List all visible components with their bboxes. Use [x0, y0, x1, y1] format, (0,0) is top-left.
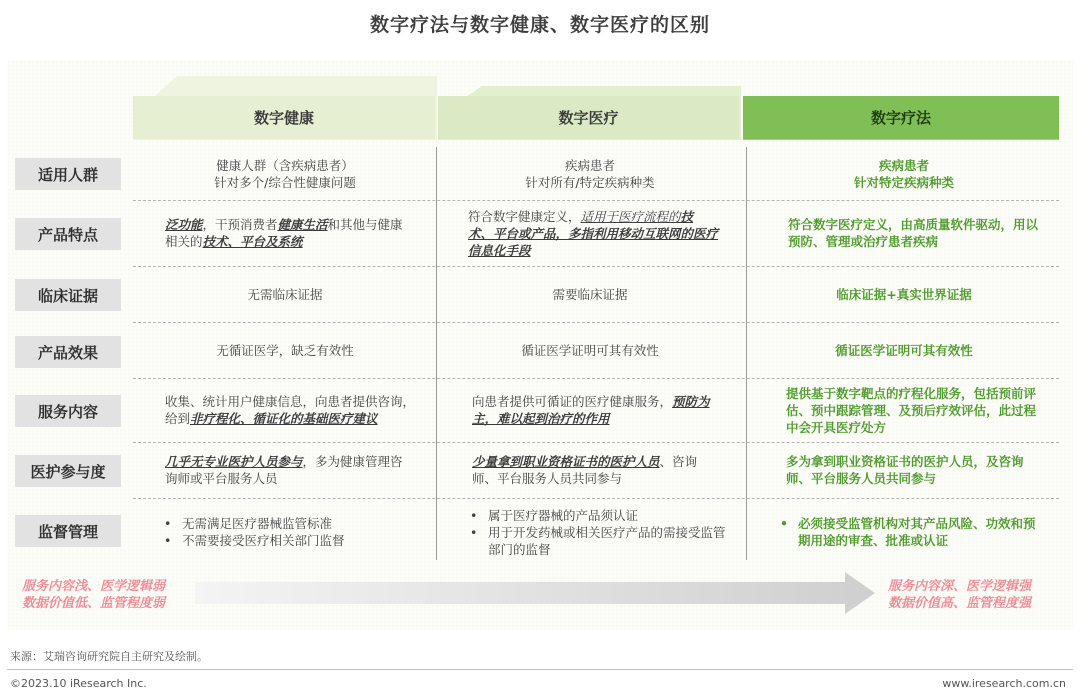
cell-participation-medicine: [472, 446, 722, 494]
emphasis-text: 适用于医疗流程的: [580, 208, 681, 224]
cell-supervision-health: [160, 504, 420, 560]
emphasis-text: 非疗程化、循证化的基础医疗建议: [190, 411, 378, 426]
cell-population-medicine: [444, 152, 736, 196]
emphasis-text: 技术、平台或产品，多指利用移动互联网的医疗信息化手段: [468, 208, 719, 258]
row-label-product-effect: 产品效果: [15, 336, 121, 368]
row-divider: [133, 322, 1059, 323]
cell-participation-therapeutics: [786, 446, 1042, 494]
cell-evidence-medicine: 需要临床证据: [552, 286, 628, 302]
cell-text: 向患者提供可循证的医疗健康服务，: [472, 394, 673, 409]
cell-line: 针对所有/特定疾病种类: [525, 175, 655, 190]
row-label-target-population: 适用人群: [15, 158, 121, 190]
cell-evidence-health: 无需临床证据: [247, 286, 323, 302]
progression-arrow: [195, 572, 875, 614]
website-link[interactable]: www.iresearch.com.cn: [942, 677, 1066, 690]
note-line: 数据价值低、监管程度弱: [22, 596, 166, 611]
footer-divider: [7, 669, 1073, 670]
emphasis-text: 预防为主，难以起到治疗的作用: [472, 394, 710, 426]
emphasis-text: 几乎无专业医护人员参与: [165, 454, 303, 469]
cell-effect-health: 无循证医学，缺乏有效性: [216, 342, 354, 358]
row-label-service-content: 服务内容: [15, 395, 121, 427]
bullet-item: • 不需要接受医疗相关部门监督: [160, 532, 420, 549]
bullet-item: • 用于开发药械或相关医疗产品的需接受监管部门的监督: [466, 524, 728, 558]
bullet-item: • 无需满足医疗器械监管标准: [160, 515, 420, 532]
row-label-supervision: 监督管理: [15, 515, 121, 547]
cell-line: 针对多个/综合性健康问题: [214, 175, 356, 190]
cell-effect-medicine: 循证医学证明可其有效性: [521, 342, 659, 358]
cell-line: 疾病患者: [878, 158, 929, 173]
cell-line: 疾病患者: [564, 158, 615, 173]
row-label-medical-participation: 医护参与度: [15, 455, 121, 487]
cell-line: 针对特定疾病种类: [853, 175, 954, 190]
cell-text: 符合数字健康定义，: [468, 208, 581, 224]
strong-side-note: [888, 578, 1031, 612]
cell-text: ，干预消费者: [202, 217, 278, 232]
cell-evidence-therapeutics: 临床证据+真实世界证据: [836, 286, 972, 302]
bullet-item: • 必须接受监管机构对其产品风险、功效和预期用途的审查、批准或认证: [776, 515, 1044, 549]
cell-supervision-therapeutics: [776, 504, 1044, 560]
column-header-digital-therapeutics: 数字疗法: [743, 96, 1059, 139]
cell-supervision-medicine: [466, 504, 728, 560]
cell-population-health: [140, 152, 430, 196]
cell-text: 符合数字医疗定义，由高质量软件驱动，用以预防、管理或治疗患者疾病: [788, 217, 1039, 249]
cell-features-health: [165, 205, 415, 261]
copyright: ©2023.10 iResearch Inc.: [10, 677, 147, 690]
cell-line: 健康人群（含疾病患者）: [216, 158, 354, 173]
cell-effect-therapeutics: 循证医学证明可其有效性: [835, 342, 973, 358]
cell-text: 收集、统计用户健康信息，向患者提供咨询，给到: [165, 394, 416, 426]
cell-text: 和其他与健康相关的: [165, 217, 403, 249]
cell-service-health: [165, 382, 415, 438]
cell-participation-health: [165, 446, 415, 494]
emphasis-text: 泛功能: [165, 217, 203, 232]
row-label-product-features: 产品特点: [15, 218, 121, 250]
emphasis-text: 健康生活: [277, 217, 328, 232]
bullet-item: • 属于医疗器械的产品须认证: [466, 507, 728, 524]
row-divider: [133, 200, 1059, 201]
emphasis-text: 少量拿到职业资格证书的医护人员: [472, 454, 660, 469]
note-line: 服务内容浅、医学逻辑弱: [22, 579, 166, 594]
cell-text: 多为拿到职业资格证书的医护人员，及咨询师、平台服务人员共同参与: [786, 454, 1024, 486]
page-title: 数字疗法与数字健康、数字医疗的区别: [369, 14, 710, 36]
row-divider: [133, 378, 1059, 379]
cell-features-therapeutics: [788, 205, 1038, 261]
row-divider: [133, 498, 1059, 499]
row-divider: [133, 266, 1059, 267]
cell-service-therapeutics: [786, 382, 1042, 438]
column-header-digital-health: 数字健康: [133, 96, 435, 139]
cell-text: 、咨询师、平台服务人员共同参与: [472, 454, 698, 486]
row-divider: [133, 442, 1059, 443]
cell-population-therapeutics: [754, 152, 1054, 196]
weak-side-note: [22, 578, 165, 612]
note-line: 数据价值高、监管程度强: [888, 596, 1032, 611]
source-note: 来源：艾瑞咨询研究院自主研究及绘制。: [10, 650, 208, 663]
cell-features-medicine: [468, 205, 718, 261]
row-label-clinical-evidence: 临床证据: [15, 279, 121, 311]
cell-text: ，多为健康管理咨询师或平台服务人员: [165, 454, 403, 486]
column-header-digital-medicine: 数字医疗: [438, 96, 739, 139]
cell-service-medicine: [472, 382, 722, 438]
note-line: 服务内容深、医学逻辑强: [888, 579, 1032, 594]
cell-text: 提供基于数字靶点的疗程化服务，包括预前评估、预中跟踪管理、及预后疗效评估，此过程中会开具医疗处方: [786, 385, 1037, 435]
emphasis-text: 技术、平台及系统: [202, 234, 303, 249]
